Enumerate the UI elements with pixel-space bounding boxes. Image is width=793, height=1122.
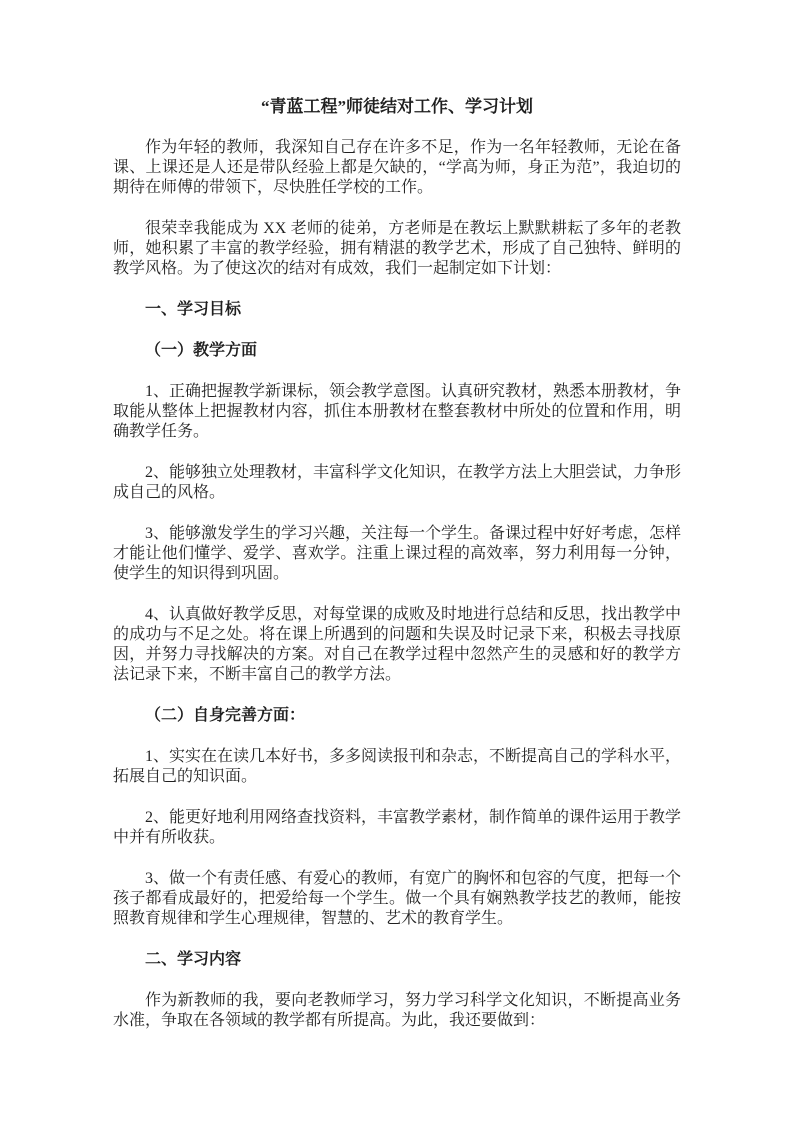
heading-study-goals: 一、学习目标 (145, 301, 242, 318)
intro-paragraph-2: 很荣幸我能成为 XX 老师的徒弟，方老师是在教坛上默默耕耘了多年的老教师，她积累了丰富的教学经验，拥有精湛的教学艺术，形成了自己独特、鲜明的教学风格。为了使这次的结对有成效，我们一起制定如下计划： (113, 220, 681, 277)
study-content-intro: 作为新教师的我，要向老教师学习，努力学习科学文化知识，不断提高业务水准，争取在各领域的教学都有所提高。为此，我还要做到： (113, 992, 681, 1029)
self-improvement-item-3: 3、做一个有责任感、有爱心的教师，有宽广的胸怀和包容的气度，把每一个孩子都看成最好的，把爱给每一个学生。做一个具有娴熟教学技艺的教师，能按照教育规律和学生心理规律，智慧的、艺术的教育学生。 (113, 870, 682, 927)
teaching-item-2: 2、能够独立处理教材，丰富科学文化知识，在教学方法上大胆尝试，力争形成自己的风格。 (113, 464, 682, 501)
document-title: “青蓝工程”师徒结对工作、学习计划 (261, 97, 533, 116)
heading-study-content: 二、学习内容 (145, 951, 242, 968)
self-improvement-item-2: 2、能更好地利用网络查找资料，丰富教学素材，制作简单的课件运用于教学中并有所收获。 (113, 809, 682, 846)
teaching-item-3: 3、能够激发学生的学习兴趣，关注每一个学生。备课过程中好好考虑，怎样才能让他们懂学、爱学、喜欢学。注重上课过程的高效率，努力利用每一分钟，使学生的知识得到巩固。 (113, 525, 682, 582)
subheading-self-improvement: （二）自身完善方面： (145, 707, 306, 724)
self-improvement-item-1: 1、实实在在读几本好书，多多阅读报刊和杂志，不断提高自己的学科水平，拓展自己的知识面。 (113, 748, 682, 785)
teaching-item-4: 4、认真做好教学反思，对每堂课的成败及时地进行总结和反思，找出教学中的成功与不足之处。将在课上所遇到的问题和失误及时记录下来，积极去寻找原因，并努力寻找解决的方案。对自己在教学过程中忽然产生的灵感和好的教学方法记录下来，不断丰富自己的教学方法。 (113, 606, 682, 683)
subheading-teaching-aspect: （一）教学方面 (145, 342, 258, 359)
teaching-item-1: 1、正确把握教学新课标，领会教学意图。认真研究教材，熟悉本册教材，争取能从整体上把握教材内容，抓住本册教材在整套教材中所处的位置和作用，明确教学任务。 (113, 383, 682, 440)
intro-paragraph-1: 作为年轻的教师，我深知自己存在许多不足，作为一名年轻教师，无论在备课、上课还是人还是带队经验上都是欠缺的，“学高为师，身正为范”，我迫切的期待在师傅的带领下，尽快胜任学校的工作。 (113, 139, 681, 196)
